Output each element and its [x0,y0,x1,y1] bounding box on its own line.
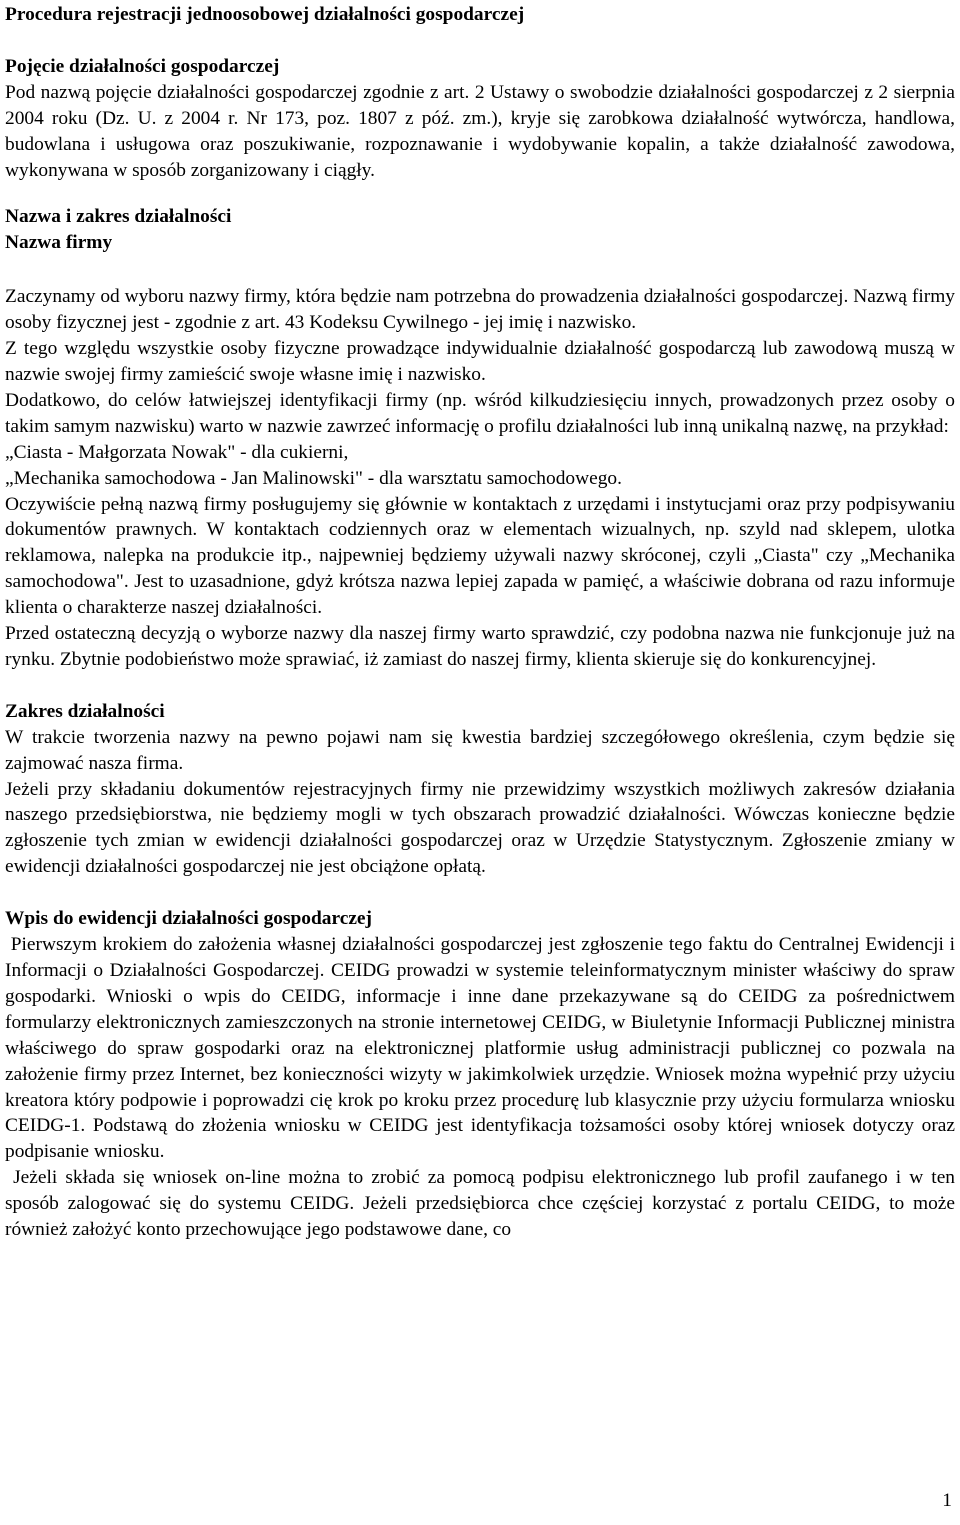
spacer [5,880,955,906]
name-paragraph-4: Oczywiście pełną nazwą firmy posługujemy się głównie w kontaktach z urzędami i instytucjami oraz przy podpisywaniu dokumentów prawnych. W kontaktach codziennych oraz w elementach wizualnych, np. szyld nad sklepem, ulotka reklamowa, nalepka na produkcie itp., najpewniej będziemy używali nazwy skróconej, czyli „Ciasta" czy „Mechanika samochodowa". Jest to uzasadnione, gdyż krótsza nazwa lepiej zapada w pamięć, a właściwie dobrana od razu informuje klienta o charakterze naszej działalności. [5,493,955,619]
registration-paragraph-2: Jeżeli składa się wniosek on-line można to zrobić za pomocą podpisu elektronicznego lub profil zaufanego i w ten sposób zalogować się do systemu CEIDG. Jeżeli przedsiębiorca chce częściej korzystać z portalu CEIDG, to może również założyć konto przechowujące jego podstawowe dane, co [5,1167,960,1241]
name-example-1: „Ciasta - Małgorzata Nowak" - dla cukierni, [5,441,349,463]
document-page [5,0,960,1243]
name-example-2: „Mechanika samochodowa - Jan Malinowski" - dla warsztatu samochodowego. [5,467,622,489]
document-title: Procedura rejestracji jednoosobowej działalności gospodarczej [5,4,525,25]
registration-paragraph-1: Pierwszym krokiem do założenia własnej działalności gospodarczej jest zgłoszenie tego faktu do Centralnej Ewidencji i Informacji o Działalności Gospodarczej. CEIDG prowadzi w systemie teleinformatycznym minister właściwy do spraw gospodarki. Wnioski o wpis do CEIDG, informacje i inne dane przekazywane są do CEIDG za pośrednictwem formularzy elektronicznych zamieszczonych na stronie internetowej CEIDG, w Biuletynie Informacji Publicznej ministra właściwego do spraw gospodarki oraz na elektronicznej platformie usług administracji publicznej co pozwala na założenie firmy przez Internet, bez konieczności wizyty w jakimkolwiek urzędzie. Wniosek można wypełnić przy użyciu kreatora który podpowie i poprowadzi cię krok po kroku przez procedurę lub klasycznie przy użyciu formularza wniosku CEIDG-1. Podstawą do złożenia wniosku w CEIDG jest identyfikacja tożsamości osoby której wniosek dotyczy oraz podpisanie wniosku. [5,934,960,1163]
spacer [5,673,955,699]
spacer [5,28,955,54]
page-number: 1 [942,1490,952,1511]
scope-paragraph-2: Jeżeli przy składaniu dokumentów rejestracyjnych firmy nie przewidzimy wszystkich możliwych zakresów działania naszego przedsiębiorstwa, nie będziemy mogli w tych obszarach prowadzić działalności. Wówczas konieczne będzie zgłoszenie tych zmian w ewidencji działalności gospodarczej oraz w Urzędzie Statystycznym. Zgłoszenie zmiany w ewidencji działalności gospodarczej nie jest obciążone opłatą. [5,778,955,878]
section-heading-name-scope: Nazwa i zakres działalności [5,206,232,228]
spacer [5,183,955,204]
name-paragraph-5: Przed ostateczną decyzją o wyborze nazwy dla naszej firmy warto sprawdzić, czy podobna nazwa nie funkcjonuje już na rynku. Zbytnie podobieństwo może sprawiać, iż zamiast do naszej firmy, klienta skieruje się do konkurencyjnej. [5,623,955,670]
subheading-company-name: Nazwa firmy [5,232,113,254]
scope-paragraph-1: W trakcie tworzenia nazwy na pewno pojawi nam się kwestia bardziej szczegółowego określenia, czym będzie się zajmować nasza firma. [5,726,955,774]
section-heading-definition: Pojęcie działalności gospodarczej [5,55,280,77]
section-heading-registration: Wpis do ewidencji działalności gospodarczej [5,908,372,930]
spacer [5,256,955,284]
name-paragraph-2: Z tego względu wszystkie osoby fizyczne prowadzące indywidualnie działalność gospodarczą lub zawodową muszą w nazwie swojej firmy zamieścić swoje własne imię i nazwisko. [5,338,955,385]
name-paragraph-3: Dodatkowo, do celów łatwiejszej identyfikacji firmy (np. wśród kilkudziesięciu innych, prowadzonych przez osoby o takim samym nazwisku) warto w nazwie zawrzeć informację o profilu działalności lub inną unikalną nazwę, na przykład: [5,389,955,437]
name-paragraph-1: Zaczynamy od wyboru nazwy firmy, która będzie nam potrzebna do prowadzenia działalności gospodarczej. Nazwą firmy osoby fizycznej jest - zgodnie z art. 43 Kodeksu Cywilnego - jej imię i nazwisko. [5,286,955,334]
definition-paragraph: Pod nazwą pojęcie działalności gospodarczej zgodnie z art. 2 Ustawy o swobodzie działalności gospodarczej z 2 sierpnia 2004 roku (Dz. U. z 2004 r. Nr 173, poz. 1807 z póź. zm.), kryje się zarobkowa działalność wytwórcza, handlowa, budowlana i usługowa oraz poszukiwanie, rozpoznawanie i wydobywanie kopalin, a także działalność zawodowa, wykonywana w sposób zorganizowany i ciągły. [5,81,955,181]
section-heading-scope: Zakres działalności [5,700,165,722]
